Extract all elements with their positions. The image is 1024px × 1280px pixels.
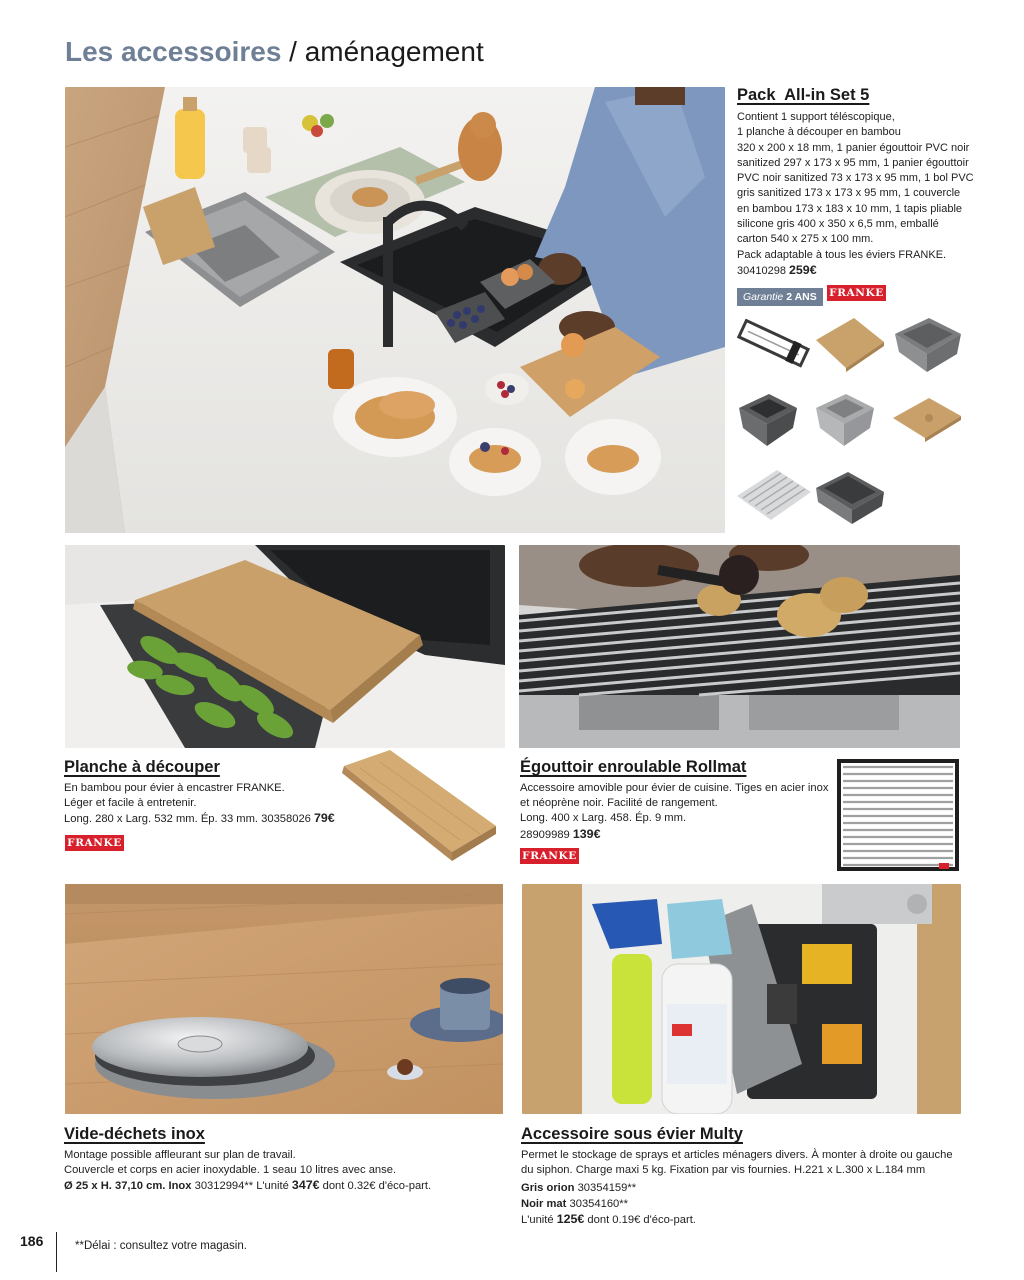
bamboo-lid-thumbnail bbox=[889, 388, 965, 450]
page-title bbox=[65, 34, 484, 70]
pack-description bbox=[737, 110, 997, 279]
pack-line: Contient 1 support téléscopique, bbox=[737, 111, 895, 123]
pack-line: en bambou 173 x 183 x 10 mm, 1 tapis pliable bbox=[737, 202, 963, 215]
vide-price: 347€ bbox=[291, 1178, 320, 1193]
pack-ref: 30410298 bbox=[737, 264, 786, 277]
pack-line: sanitized 297 x 173 x 95 mm, 1 panier égouttoir bbox=[737, 156, 969, 169]
rollmat-title: Égouttoir enroulable Rollmat bbox=[520, 758, 747, 776]
black-tray-thumbnail bbox=[812, 466, 888, 530]
planche-description bbox=[64, 781, 344, 828]
garantie-badge bbox=[737, 288, 823, 306]
pack-line: gris sanitized 173 x 173 x 95 mm, 1 couvercle bbox=[737, 187, 961, 200]
telescopic-support-thumbnail bbox=[735, 312, 811, 376]
pack-line: silicone gris 400 x 350 x 6,5 mm, emballé bbox=[737, 218, 939, 231]
vide-dechets-description bbox=[64, 1148, 504, 1195]
rollmat-line: Long. 400 x Larg. 458. Ép. 9 mm. bbox=[520, 812, 687, 825]
hero-kitchen-photo bbox=[65, 87, 725, 533]
multy-variant-label: Noir mat bbox=[521, 1197, 567, 1210]
rollmat-price: 139€ bbox=[572, 826, 601, 841]
planche-title: Planche à découper bbox=[64, 758, 220, 776]
pack-line: 1 planche à découper en bambou bbox=[737, 126, 901, 139]
pack-line: Pack adaptable à tous les éviers FRANKE. bbox=[737, 248, 947, 261]
multy-eco: dont 0.19€ d'éco-part. bbox=[587, 1213, 696, 1226]
pack-line: carton 540 x 275 x 100 mm. bbox=[737, 233, 874, 246]
multy-variant-label: Gris orion bbox=[521, 1182, 575, 1195]
planche-dims: Long. 280 x Larg. 532 mm. Ép. 33 mm. 30358026 bbox=[64, 813, 311, 826]
rollmat-description bbox=[520, 781, 830, 843]
title-rest: / aménagement bbox=[281, 36, 484, 67]
cutting-board-product-image bbox=[340, 748, 500, 863]
title-highlight: Les accessoires bbox=[65, 36, 282, 67]
rollmat-photo bbox=[519, 545, 960, 748]
vide-dechets-title: Vide-déchets inox bbox=[64, 1125, 205, 1143]
multy-variant-ref: 30354159** bbox=[577, 1182, 637, 1195]
black-basket-thumbnail bbox=[735, 388, 801, 450]
footnote: **Délai : consultez votre magasin. bbox=[75, 1240, 247, 1252]
rollmat-product-image bbox=[835, 755, 961, 875]
grey-bowl-thumbnail bbox=[889, 312, 965, 376]
rollmat-ref: 28909989 bbox=[520, 828, 570, 841]
planche-line: En bambou pour évier à encastrer FRANKE. bbox=[64, 782, 285, 794]
cutting-board-photo bbox=[65, 545, 505, 748]
page-number: 186 bbox=[20, 1233, 44, 1249]
grey-basket-thumbnail bbox=[812, 388, 878, 450]
waste-chute-photo bbox=[65, 884, 503, 1114]
vide-line: Couvercle et corps en acier inoxydable. 1 seau 10 litres avec anse. bbox=[64, 1164, 397, 1177]
pack-line: 320 x 200 x 18 mm, 1 panier égouttoir PVC noir bbox=[737, 141, 970, 154]
pack-price: 259€ bbox=[789, 262, 817, 277]
multy-line: du siphon. Charge maxi 5 kg. Fixation par vis fournies. H.221 x L.300 x L.184 mm bbox=[521, 1164, 926, 1177]
vide-ref: 30312994** bbox=[194, 1180, 254, 1193]
franke-logo: FRANKE bbox=[827, 285, 886, 301]
pack-title: Pack All-in Set 5 bbox=[737, 86, 870, 104]
vide-line: Montage possible affleurant sur plan de travail. bbox=[64, 1149, 296, 1161]
bamboo-board-thumbnail bbox=[812, 312, 888, 376]
rollmat-line: et néoprène noir. Facilité de rangement. bbox=[520, 797, 718, 810]
planche-line: Léger et facile à entretenir. bbox=[64, 797, 197, 810]
multy-description bbox=[521, 1148, 961, 1228]
multy-variant-ref: 30354160** bbox=[569, 1197, 628, 1210]
silicone-mat-thumbnail bbox=[735, 462, 813, 528]
pack-line: PVC noir sanitized 73 x 173 x 95 mm, 1 bol PVC bbox=[737, 172, 974, 185]
multy-price: 125€ bbox=[556, 1211, 585, 1226]
garantie-label: Garantie bbox=[743, 291, 784, 303]
garantie-value: 2 ANS bbox=[786, 291, 817, 303]
under-sink-storage-photo bbox=[522, 884, 961, 1114]
rollmat-line: Accessoire amovible pour évier de cuisine. Tiges en acier inox bbox=[520, 782, 829, 794]
multy-unit-label: L'unité bbox=[521, 1213, 554, 1226]
multy-title: Accessoire sous évier Multy bbox=[521, 1125, 743, 1143]
vide-eco: dont 0.32€ d'éco-part. bbox=[322, 1180, 432, 1193]
vide-dims: Ø 25 x H. 37,10 cm. Inox bbox=[64, 1180, 192, 1193]
franke-logo: FRANKE bbox=[520, 848, 579, 864]
multy-line: Permet le stockage de sprays et articles ménagers divers. À monter à droite ou gauche bbox=[521, 1149, 953, 1161]
planche-price: 79€ bbox=[314, 811, 335, 826]
footer-divider bbox=[56, 1232, 57, 1272]
franke-logo: FRANKE bbox=[65, 835, 124, 851]
vide-unit-label: L'unité bbox=[256, 1180, 289, 1193]
